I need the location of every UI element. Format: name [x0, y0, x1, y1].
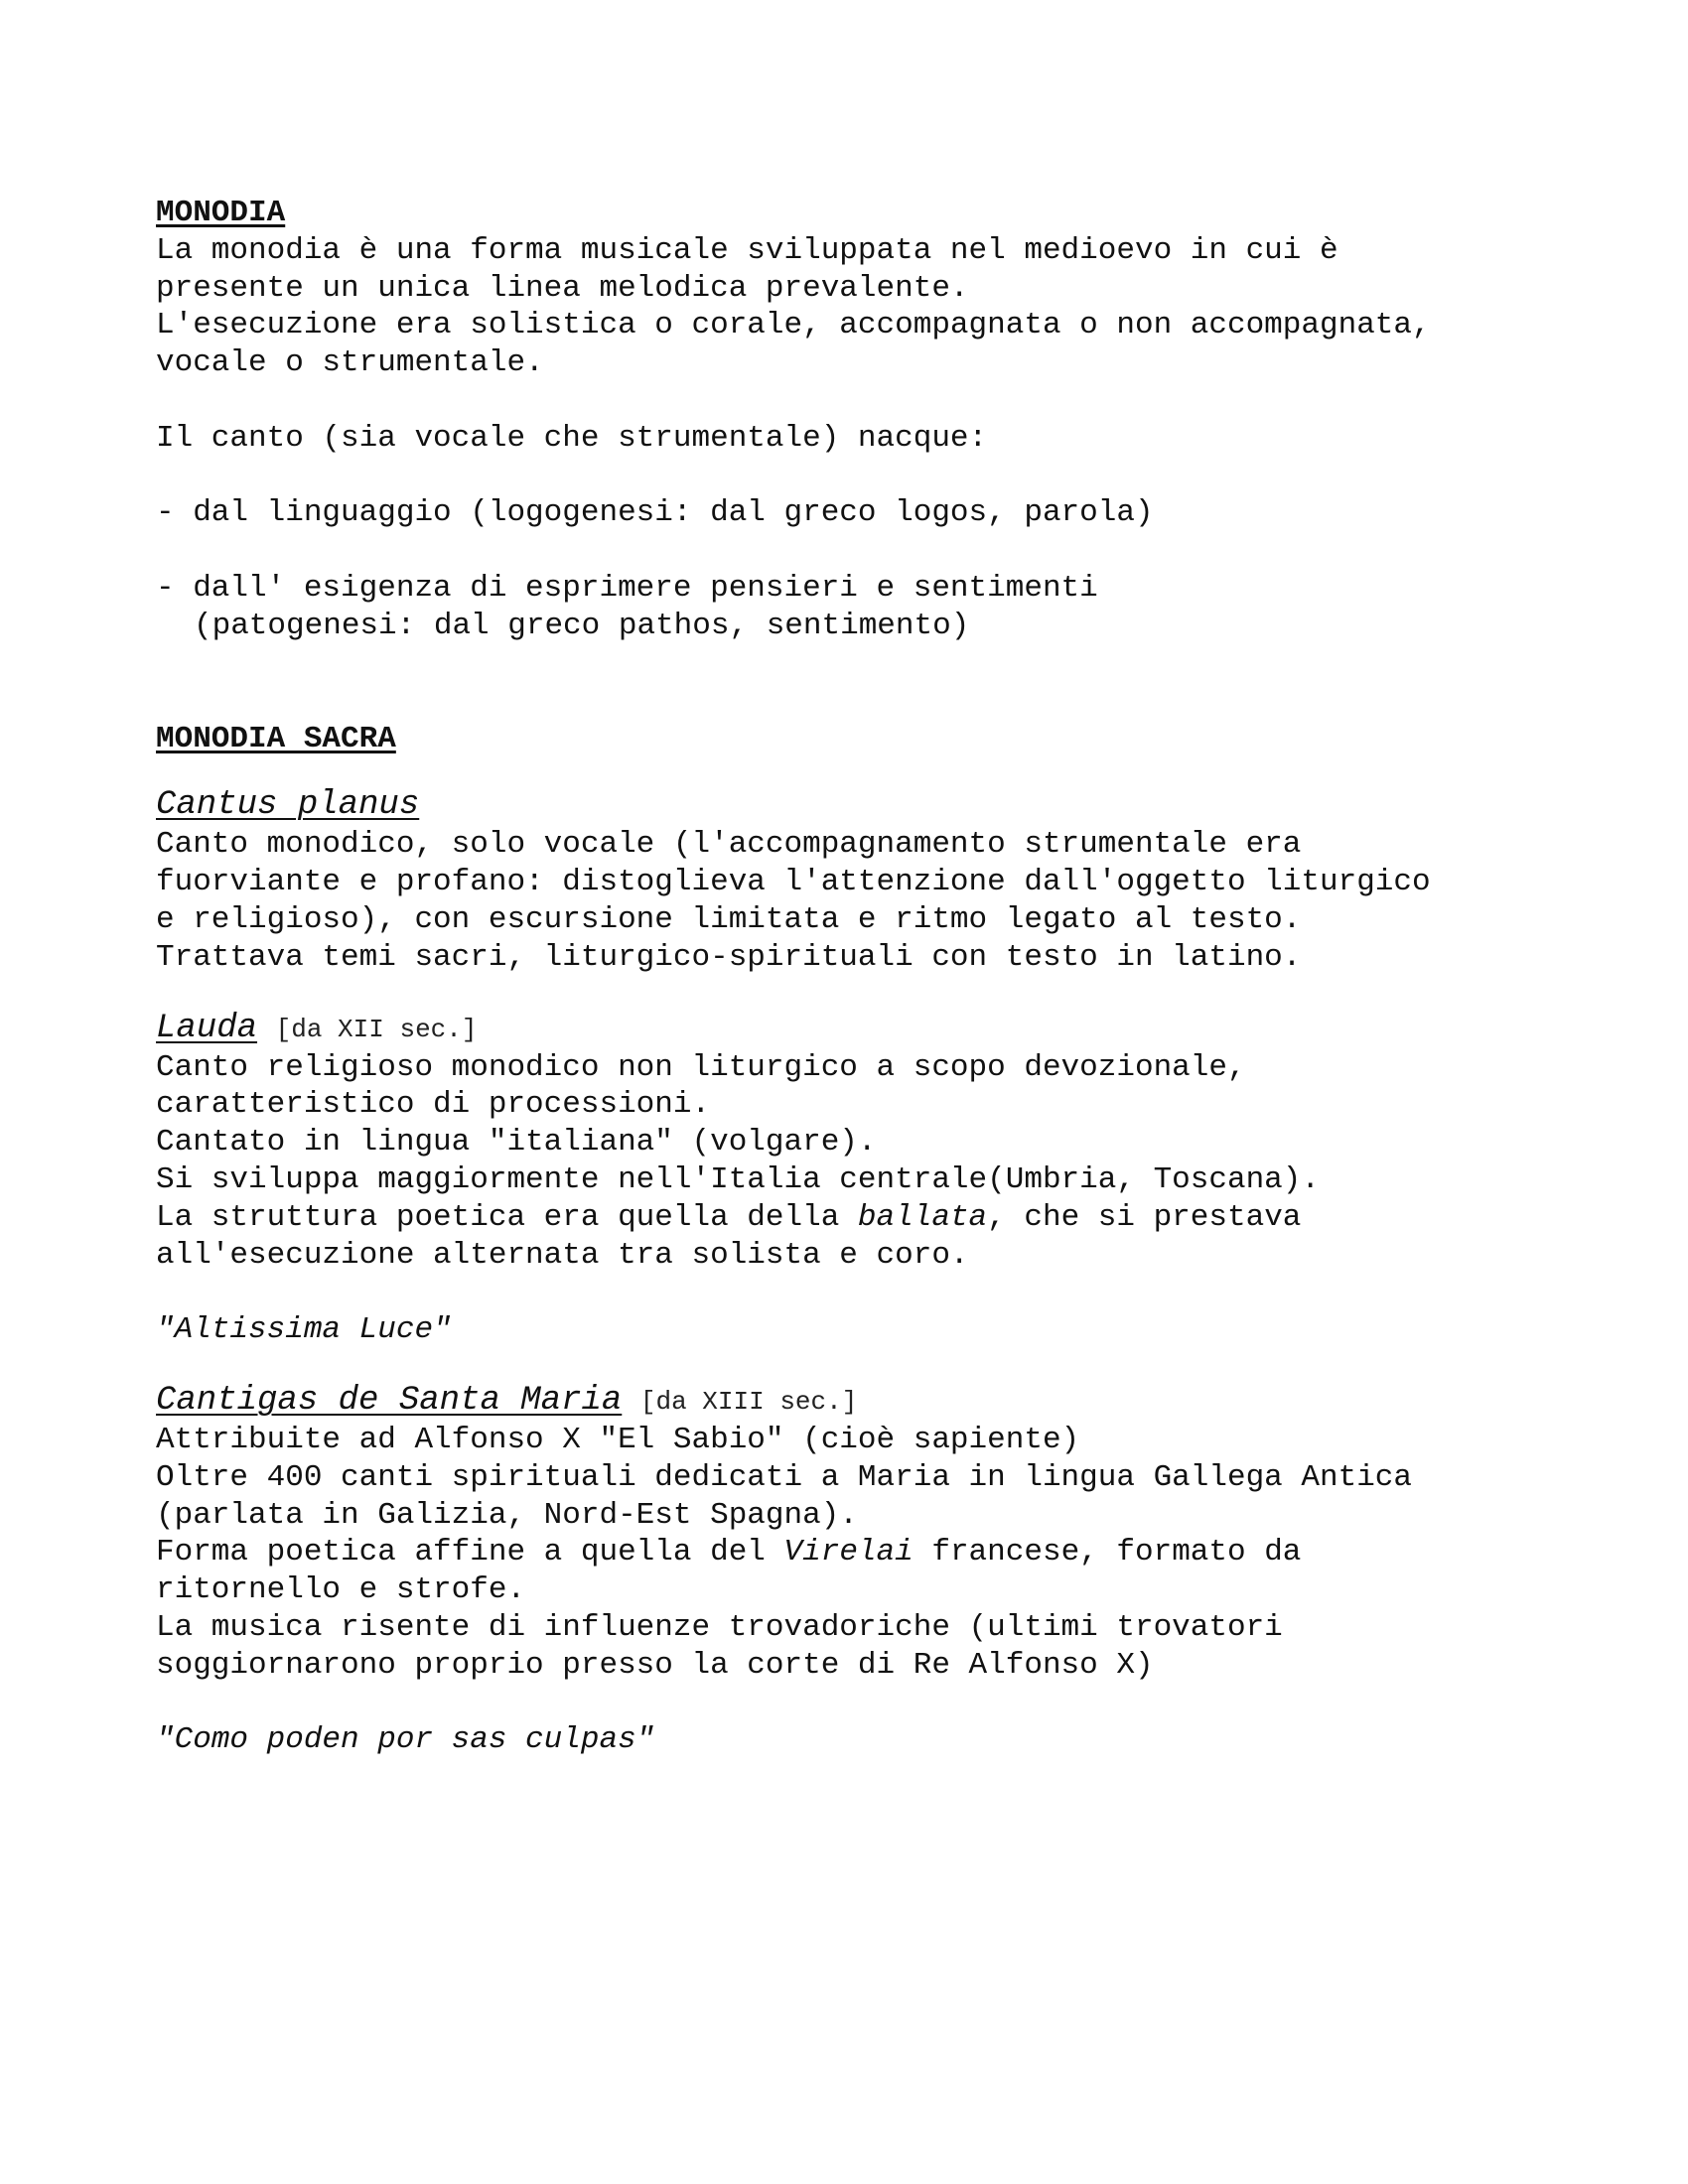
body-line: L'esecuzione era solistica o corale, accompagnata o non accompagnata,	[156, 308, 1431, 343]
body-line: Oltre 400 canti spirituali dedicati a Maria in lingua Gallega Antica	[156, 1459, 1413, 1495]
emphasis-ballata: ballata	[857, 1199, 988, 1235]
century-note: [da XIII sec.]	[639, 1386, 858, 1417]
document-page	[156, 195, 1566, 1759]
body-line: all'esecuzione alternata tra solista e coro.	[156, 1237, 969, 1273]
bullet-item-continuation: (patogenesi: dal greco pathos, sentimento)	[194, 608, 970, 643]
body-line: caratteristico di processioni.	[156, 1087, 711, 1123]
emphasis-virelai: Virelai	[783, 1535, 914, 1570]
body-line: Si sviluppa maggiormente nell'Italia centrale(Umbria, Toscana).	[156, 1161, 1320, 1197]
body-line: presente un unica linea melodica prevalente.	[156, 270, 969, 306]
example-title-altissima-luce: "Altissima Luce"	[156, 1312, 452, 1348]
body-line: ritornello e strofe.	[156, 1572, 526, 1608]
bullet-item: - dall' esigenza di esprimere pensieri e sentimenti	[156, 570, 1098, 606]
body-line: Attribuite ad Alfonso X "El Sabio" (cioè sapiente)	[156, 1422, 1080, 1457]
example-title-como-poden: "Como poden por sas culpas"	[156, 1722, 655, 1758]
body-line: fuorviante e profano: distoglieva l'attenzione dall'oggetto liturgico	[156, 865, 1431, 900]
body-line: vocale o strumentale.	[156, 345, 544, 381]
body-line: La monodia è una forma musicale sviluppata nel medioevo in cui è	[156, 232, 1338, 268]
body-line: Canto religioso monodico non liturgico a scopo devozionale,	[156, 1049, 1246, 1085]
body-line: La struttura poetica era quella della ballata, che si prestava	[156, 1199, 1302, 1235]
subsection-title-cantus-planus: Cantus planus	[156, 786, 420, 825]
body-line: soggiornarono proprio presso la corte di Re Alfonso X)	[156, 1647, 1154, 1683]
body-line: La musica risente di influenze trovadoriche (ultimi trovatori	[156, 1609, 1283, 1645]
body-line: (parlata in Galizia, Nord-Est Spagna).	[156, 1497, 858, 1533]
section-title-monodia-sacra: MONODIA SACRA	[156, 721, 396, 756]
body-line: Cantato in lingua "italiana" (volgare).	[156, 1125, 877, 1160]
century-note: [da XII sec.]	[275, 1014, 478, 1044]
subsection-title-cantigas: Cantigas de Santa Maria	[156, 1381, 623, 1420]
body-line: Trattava temi sacri, liturgico-spirituali con testo in latino.	[156, 939, 1302, 975]
body-line: Forma poetica affine a quella del Virelai francese, formato da	[156, 1535, 1302, 1570]
intro-line: Il canto (sia vocale che strumentale) nacque:	[156, 420, 988, 456]
body-line: Canto monodico, solo vocale (l'accompagnamento strumentale era	[156, 827, 1302, 863]
subsection-title-lauda: Lauda	[156, 1009, 258, 1047]
body-line: e religioso), con escursione limitata e ritmo legato al testo.	[156, 901, 1302, 937]
bullet-item: - dal linguaggio (logogenesi: dal greco logos, parola)	[156, 495, 1154, 531]
section-title-monodia: MONODIA	[156, 196, 286, 230]
